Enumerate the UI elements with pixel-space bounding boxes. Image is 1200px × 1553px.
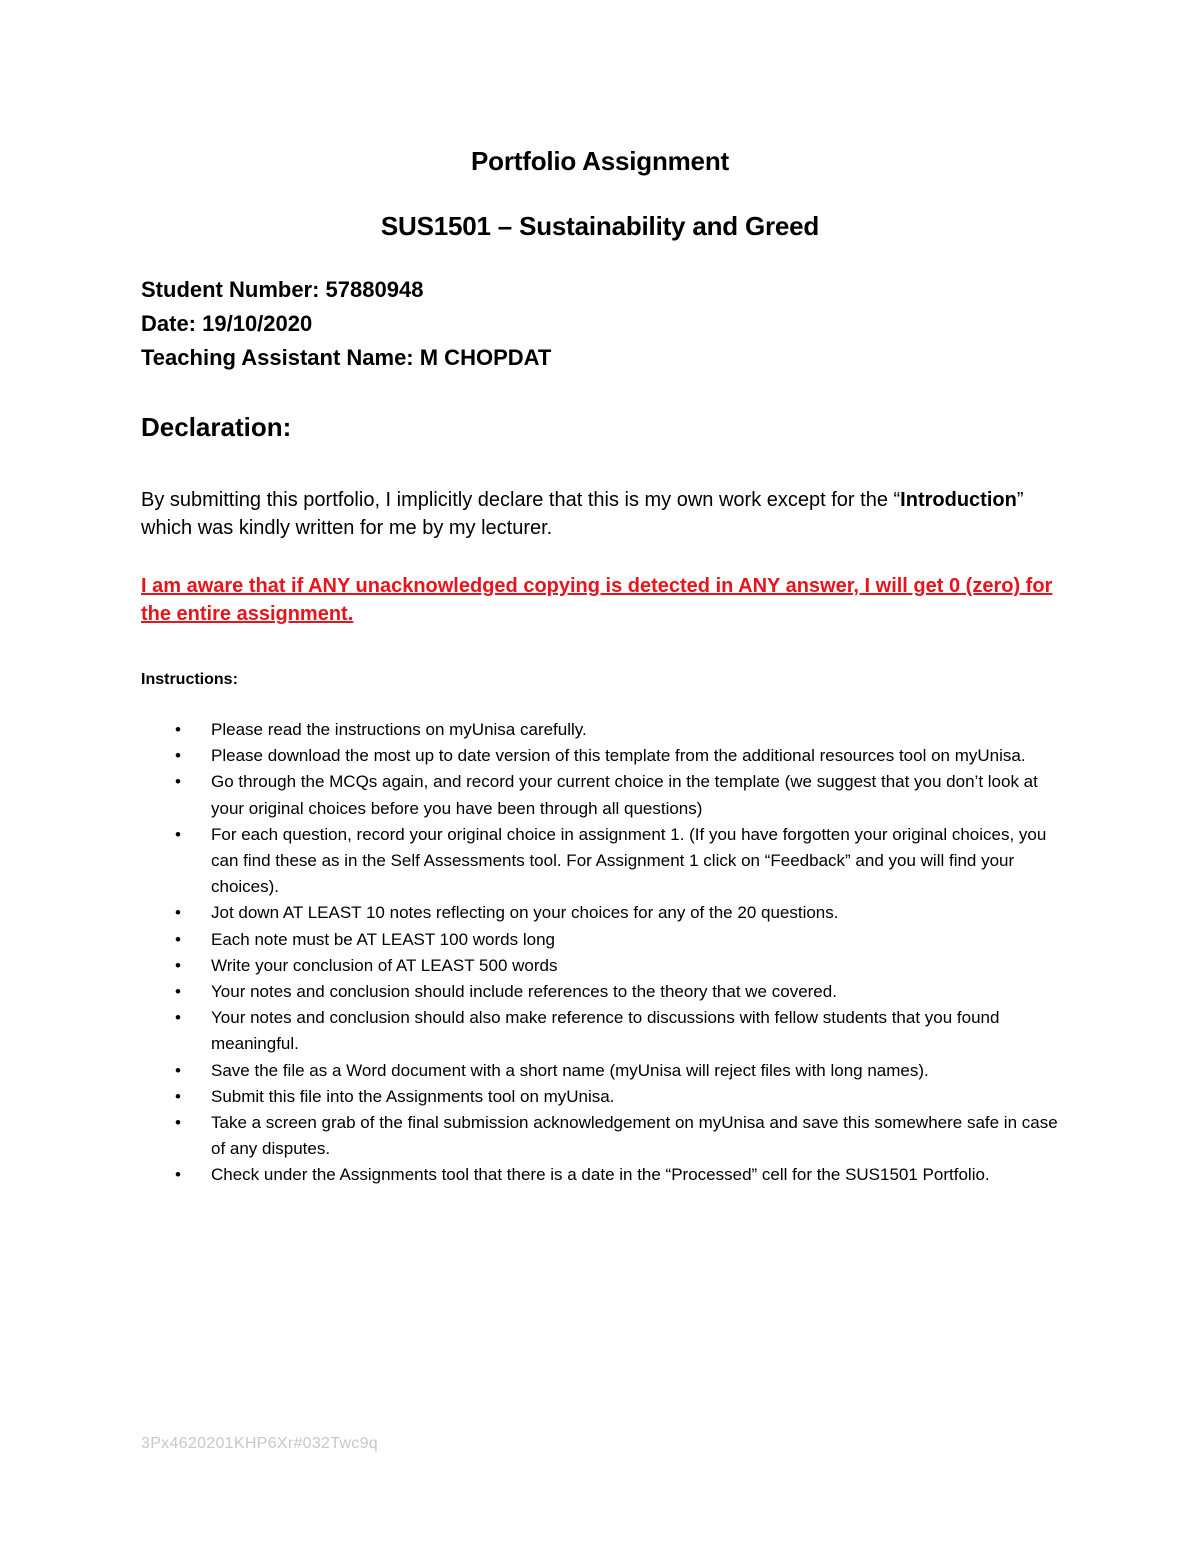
instruction-item [141,743,1061,769]
bullet-icon: • [175,746,181,766]
instruction-item [141,1058,1061,1084]
instruction-item [141,1110,1061,1162]
bullet-icon: • [175,1113,181,1133]
bullet-icon: • [175,903,181,923]
instruction-item [141,822,1061,901]
instruction-text: Jot down AT LEAST 10 notes reflecting on your choices for any of the 20 questions. [211,903,839,923]
declaration-text-bold: Introduction [900,489,1017,511]
student-number: Student Number: 57880948 [141,277,424,302]
declaration-text-start: By submitting this portfolio, I implicitly declare that this is my own work except for the “ [141,489,901,511]
bullet-icon: • [175,1060,181,1080]
instruction-text: Go through the MCQs again, and record your current choice in the template (we suggest that you don’t look at your original choices before you have been through all questions) [211,772,1038,818]
course-title: SUS1501 – Sustainability and Greed [380,211,820,241]
student-info [141,273,551,375]
bullet-icon: • [175,982,181,1002]
instruction-text: Save the file as a Word document with a short name (myUnisa will reject files with long names). [211,1060,929,1080]
instruction-text: Take a screen grab of the final submission acknowledgement on myUnisa and save this somewhere safe in case of any disputes. [211,1113,1058,1159]
instruction-text: Please read the instructions on myUnisa carefully. [211,720,587,739]
instructions-heading: Instructions: [141,671,238,688]
instruction-item [141,953,1061,979]
bullet-icon: • [175,824,181,844]
bullet-icon: • [175,929,181,949]
instruction-text: Each note must be AT LEAST 100 words long [211,929,555,949]
instruction-item [141,900,1061,926]
bullet-icon: • [175,772,181,792]
declaration-text-end: ” which was kindly written for me by my lecturer. [141,489,1024,539]
bullet-icon: • [175,955,181,975]
instruction-text: Submit this file into the Assignments tool on myUnisa. [211,1086,615,1106]
instruction-item [141,1005,1061,1057]
instruction-item [141,717,1061,743]
instruction-text: For each question, record your original choice in assignment 1. (If you have forgotten your original choices, you can find these as in the Self Assessments tool. For Assignment 1 click on “Feedback” and you will find your choices). [211,824,1047,897]
instruction-text: Write your conclusion of AT LEAST 500 words [211,955,558,975]
instruction-text: Please download the most up to date version of this template from the additional resources tool on myUnisa. [211,746,1026,766]
declaration-text [141,486,1061,542]
instruction-item [141,927,1061,953]
instructions-list [141,717,1061,1189]
bullet-icon: • [175,1165,181,1185]
instruction-item [141,769,1061,821]
instruction-text: Your notes and conclusion should include references to the theory that we covered. [211,982,837,1002]
bullet-icon: • [175,720,181,739]
submission-date: Date: 19/10/2020 [141,311,313,336]
instruction-item [141,1084,1061,1110]
bullet-icon: • [175,1086,181,1106]
bullet-icon: • [175,1008,181,1028]
instruction-text: Check under the Assignments tool that there is a date in the “Processed” cell for the SUS1501 Portfolio. [211,1165,990,1185]
page-title: Portfolio Assignment [471,146,729,176]
teaching-assistant-name: Teaching Assistant Name: M CHOPDAT [141,345,552,370]
instruction-item [141,1162,1061,1188]
plagiarism-warning: I am aware that if ANY unacknowledged copying is detected in ANY answer, I will get 0 (zero) for the entire assignment. [141,575,1053,625]
document-id-watermark: 3Px4620201KHP6Xr#032Twc9q [141,1435,378,1452]
instruction-item [141,979,1061,1005]
declaration-heading: Declaration: [141,412,292,442]
instruction-text: Your notes and conclusion should also make reference to discussions with fellow students that you found meaningful. [211,1008,1000,1054]
